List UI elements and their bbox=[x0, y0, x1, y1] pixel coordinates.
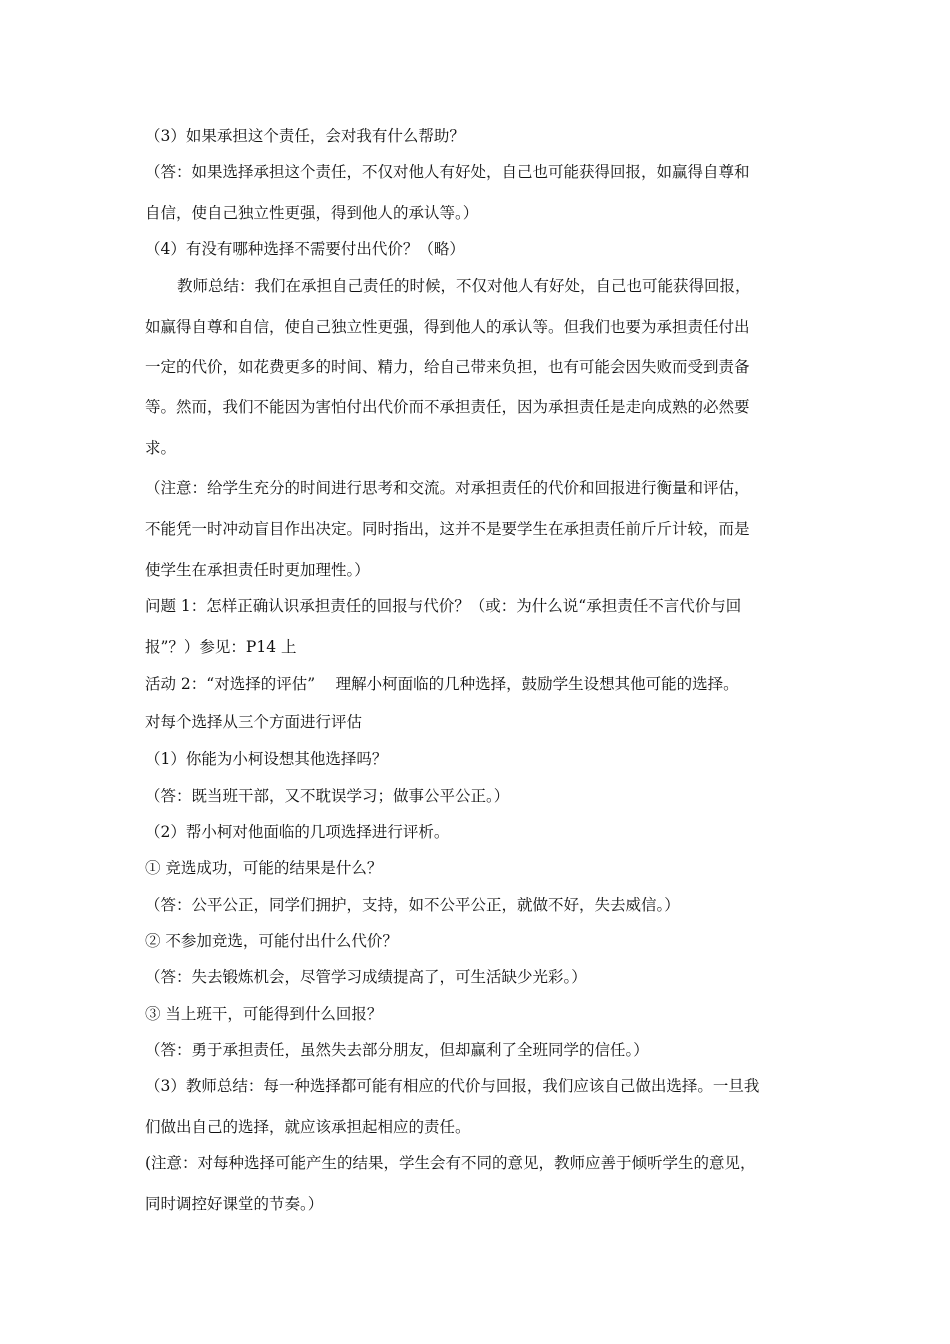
text-line: (注意：对每种选择可能产生的结果，学生会有不同的意见，教师应善于倾听学生的意见， bbox=[145, 1154, 756, 1172]
text-line: 对每个选择从三个方面进行评估 bbox=[145, 713, 363, 731]
text-line: ① 竞选成功，可能的结果是什么？ bbox=[145, 859, 383, 877]
text-line: 如赢得自尊和自信，使自己独立性更强，得到他人的承认等。但我们也要为承担责任付出 bbox=[145, 318, 750, 336]
text-line: 使学生在承担责任时更加理性。） bbox=[145, 561, 370, 579]
text-line: 教师总结：我们在承担自己责任的时候，不仅对他人有好处，自己也可能获得回报， bbox=[177, 277, 751, 295]
text-line: 自信，使自己独立性更强，得到他人的承认等。） bbox=[145, 204, 479, 222]
text-line: （2）帮小柯对他面临的几项选择进行评析。 bbox=[145, 823, 450, 841]
text-line: 同时调控好课堂的节奏。） bbox=[145, 1195, 324, 1213]
text-line: 们做出自己的选择，就应该承担起相应的责任。 bbox=[145, 1118, 471, 1136]
text-line: （注意：给学生充分的时间进行思考和交流。对承担责任的代价和回报进行衡量和评估， bbox=[145, 479, 750, 497]
text-line: ② 不参加竞选，可能付出什么代价？ bbox=[145, 932, 398, 950]
text-line: 问题 1：怎样正确认识承担责任的回报与代价？（或：为什么说“承担责任不言代价与回 bbox=[145, 597, 742, 615]
text-line: 活动 2：“对选择的评估” 理解小柯面临的几种选择，鼓励学生设想其他可能的选择。 bbox=[145, 675, 739, 693]
text-line: 不能凭一时冲动盲目作出决定。同时指出，这并不是要学生在承担责任前斤斤计较，而是 bbox=[145, 520, 750, 538]
text-line: （4）有没有哪种选择不需要付出代价？（略） bbox=[145, 240, 465, 258]
text-line: （3）教师总结：每一种选择都可能有相应的代价与回报，我们应该自己做出选择。一旦我 bbox=[145, 1077, 760, 1095]
text-line: 一定的代价，如花费更多的时间、精力，给自己带来负担，也有可能会因失败而受到责备 bbox=[145, 358, 750, 376]
text-line: ③ 当上班干，可能得到什么回报？ bbox=[145, 1005, 383, 1023]
text-line: （答：既当班干部，又不耽误学习；做事公平公正。） bbox=[145, 787, 510, 805]
text-line: 求。 bbox=[145, 439, 177, 457]
text-line: （3）如果承担这个责任，会对我有什么帮助？ bbox=[145, 127, 465, 145]
text-line: 等。然而，我们不能因为害怕付出代价而不承担责任，因为承担责任是走向成熟的必然要 bbox=[145, 398, 750, 416]
text-line: （答：勇于承担责任，虽然失去部分朋友，但却赢利了全班同学的信任。） bbox=[145, 1041, 649, 1059]
text-line: （答：如果选择承担这个责任，不仅对他人有好处，自己也可能获得回报，如赢得自尊和 bbox=[145, 163, 750, 181]
text-line: （答：失去锻炼机会，尽管学习成绩提高了，可生活缺少光彩。） bbox=[145, 968, 587, 986]
text-line: （答：公平公正，同学们拥护，支持，如不公平公正，就做不好，失去威信。） bbox=[145, 896, 680, 914]
text-line: 报”？）参见：P14 上 bbox=[145, 638, 297, 656]
text-line: （1）你能为小柯设想其他选择吗？ bbox=[145, 750, 388, 768]
